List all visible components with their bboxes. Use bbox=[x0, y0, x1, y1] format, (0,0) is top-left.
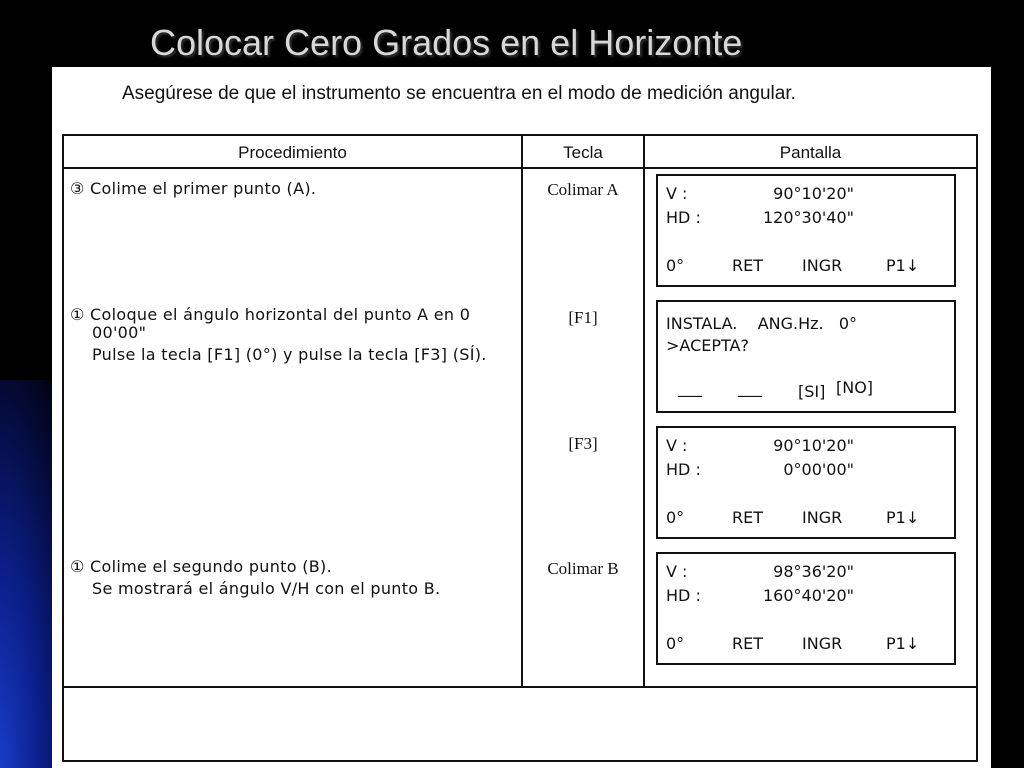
v-value: 90°10'20" bbox=[773, 184, 854, 203]
softkey-1: 0° bbox=[666, 508, 685, 527]
v-label: V : bbox=[666, 436, 688, 455]
hd-label: HD : bbox=[666, 586, 701, 605]
column-divider bbox=[643, 136, 645, 688]
column-divider bbox=[521, 136, 523, 688]
bottom-row-divider bbox=[64, 686, 976, 688]
step-2 bbox=[70, 304, 522, 366]
header-pantalla: Pantalla bbox=[779, 143, 842, 162]
softkey-4: P1↓ bbox=[886, 508, 920, 527]
v-label: V : bbox=[666, 562, 688, 581]
hd-label: HD : bbox=[666, 208, 701, 227]
hd-value: 0°00'00" bbox=[783, 460, 854, 479]
step-marker: ① bbox=[70, 557, 85, 576]
v-value: 98°36'20" bbox=[773, 562, 854, 581]
step-text-cont: 00'00" bbox=[92, 323, 147, 342]
key-f1: [F1] bbox=[568, 308, 598, 327]
key-colimar-a: Colimar A bbox=[547, 180, 619, 199]
softkey-4: P1↓ bbox=[886, 634, 920, 653]
step-text: Colime el primer punto (A). bbox=[90, 179, 317, 198]
softkey-2: ___ bbox=[738, 378, 762, 397]
confirm-line-1: INSTALA. ANG.Hz. 0° bbox=[666, 314, 858, 333]
step-instruction: Se mostrará el ángulo V/H con el punto B. bbox=[92, 579, 441, 598]
step-text: Coloque el ángulo horizontal del punto A en 0 bbox=[90, 305, 471, 324]
hd-label: HD : bbox=[666, 460, 701, 479]
procedure-table bbox=[62, 134, 978, 762]
step-marker: ① bbox=[70, 305, 85, 324]
display-screen-4 bbox=[656, 552, 956, 665]
step-text: Colime el segundo punto (B). bbox=[90, 557, 332, 576]
softkey-3: INGR bbox=[802, 508, 843, 527]
softkey-2: RET bbox=[732, 634, 763, 653]
v-value: 90°10'20" bbox=[773, 436, 854, 455]
document-sheet bbox=[52, 67, 991, 768]
display-screen-3 bbox=[656, 426, 956, 539]
step-instruction: Pulse la tecla [F1] (0°) y pulse la tecla [F3] (SÍ). bbox=[92, 345, 487, 364]
softkey-2: RET bbox=[732, 256, 763, 275]
softkey-si: [SI] bbox=[798, 382, 826, 401]
display-screen-1 bbox=[656, 174, 956, 287]
header-procedimiento: Procedimiento bbox=[238, 143, 347, 162]
step-3 bbox=[70, 556, 440, 600]
header-tecla: Tecla bbox=[563, 143, 603, 162]
step-marker: ③ bbox=[70, 179, 85, 198]
softkey-2: RET bbox=[732, 508, 763, 527]
display-screen-2 bbox=[656, 300, 956, 413]
softkey-no: [NO] bbox=[836, 378, 874, 397]
softkey-1: 0° bbox=[666, 634, 685, 653]
key-f3: [F3] bbox=[568, 434, 598, 453]
key-colimar-b: Colimar B bbox=[547, 559, 619, 578]
intro-text: Asegúrese de que el instrumento se encuentra en el modo de medición angular. bbox=[122, 83, 796, 104]
hd-value: 120°30'40" bbox=[762, 208, 854, 227]
step-1 bbox=[70, 178, 316, 200]
header-divider bbox=[64, 167, 976, 169]
confirm-line-2: >ACEPTA? bbox=[666, 336, 749, 355]
hd-value: 160°40'20" bbox=[762, 586, 854, 605]
softkey-1: ___ bbox=[678, 378, 702, 397]
softkey-1: 0° bbox=[666, 256, 685, 275]
softkey-4: P1↓ bbox=[886, 256, 920, 275]
slide-title: Colocar Cero Grados en el Horizonte bbox=[150, 22, 743, 63]
softkey-3: INGR bbox=[802, 256, 843, 275]
v-label: V : bbox=[666, 184, 688, 203]
softkey-3: INGR bbox=[802, 634, 843, 653]
